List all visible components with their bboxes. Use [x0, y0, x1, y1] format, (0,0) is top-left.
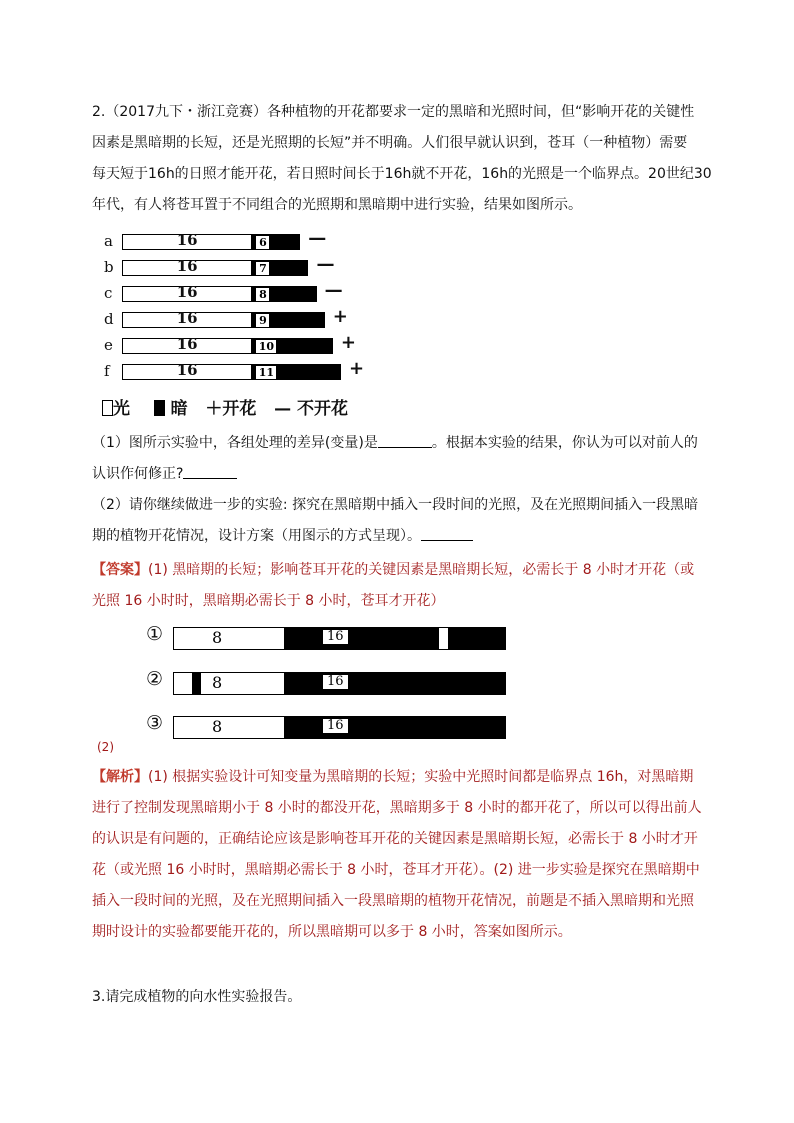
diagram-marker: ③	[146, 712, 164, 734]
analysis-line-2: 进行了控制发现黑暗期小于 8 小时的都没开花，黑暗期多于 8 小时的都开花了，所以可以得出前人	[92, 800, 702, 816]
subq-1-text-c: 认识作何修正?	[92, 466, 184, 482]
question-3: 3.请完成植物的向水性实验报告。	[92, 989, 302, 1005]
light-hours: 16	[176, 231, 198, 249]
dark-hours: 10	[256, 340, 276, 353]
subq-1-text-a: （1）图所示实验中，各组处理的差异(变量)是	[92, 435, 378, 451]
dark-hours: 11	[256, 366, 276, 379]
answer-blank	[378, 433, 432, 448]
light-hours: 8	[212, 673, 223, 692]
answer-blank	[183, 464, 237, 479]
legend-flower: ＋开花	[205, 399, 257, 419]
light-hours: 16	[176, 361, 198, 379]
answer-text-1: (1) 黑暗期的长短；影响苍耳开花的关键因素是黑暗期长短，必需长于 8 小时才开花（或	[148, 562, 695, 578]
subq-1-line-1	[92, 433, 698, 453]
legend-light: 光	[113, 399, 130, 419]
light-segment	[174, 717, 284, 738]
row-label: a	[104, 232, 113, 250]
answer-tag: 【答案】	[92, 562, 148, 578]
analysis-line-4: 花（或光照 16 小时时，黑暗期必需长于 8 小时，苍耳才开花）。(2) 进一步实验是探究在黑暗期中	[92, 862, 700, 878]
subq-2-line-1: （2）请你继续做进一步的实验: 探究在黑暗期中插入一段时间的光照，及在光照期间插入一段黑暗	[92, 497, 699, 513]
q2-line-1: 2.（2017九下・浙江竞赛）各种植物的开花都要求一定的黑暗和光照时间，但“影响开花的关键性	[92, 104, 695, 120]
subq-1-text-b: 。根据本实验的结果，你认为可以对前人的	[431, 435, 698, 451]
legend-dark: 暗	[170, 399, 188, 419]
subq-1-line-2	[92, 464, 237, 484]
dark-hours: 16	[323, 630, 348, 644]
diagram-marker: ①	[146, 623, 164, 645]
dark-hours: 7	[256, 262, 269, 275]
diagram-marker: ②	[146, 668, 164, 690]
dark-hours: 16	[323, 719, 348, 733]
row-label: d	[104, 310, 114, 328]
q2-line-2: 因素是黑暗期的长短，还是光照期的长短”并不明确。人们很早就认识到，苍耳（一种植物）需要	[92, 135, 688, 151]
dark-hours: 6	[256, 236, 269, 249]
subq-2-text: 期的植物开花情况，设计方案（用图示的方式呈现）。	[92, 528, 421, 544]
row-label: b	[104, 258, 114, 276]
no-flower-sign: —	[316, 254, 335, 275]
analysis-line-6: 期时设计的实验都要能开花的，所以黑暗期可以多于 8 小时，答案如图所示。	[92, 924, 572, 940]
answer-part2-label: (2)	[97, 740, 114, 754]
figure-legend	[102, 394, 348, 419]
light-segment	[174, 628, 284, 649]
light-hours: 16	[176, 283, 198, 301]
light-hours: 16	[176, 257, 198, 275]
row-label: e	[104, 336, 113, 354]
analysis-text-1: (1) 根据实验设计可知变量为黑暗期的长短；实验中光照时间都是临界点 16h，对黑暗期	[148, 769, 694, 785]
flower-sign: +	[332, 306, 348, 327]
q2-line-3: 每天短于16h的日照才能开花，若日照时间长于16h就不开花，16h的光照是一个临界点。20世纪30	[92, 166, 712, 182]
light-hours: 8	[212, 717, 223, 736]
q2-line-4: 年代，有人将苍耳置于不同组合的光照期和黑暗期中进行实验，结果如图所示。	[92, 197, 582, 213]
legend-noflower: — 不开花	[274, 399, 349, 419]
row-label: c	[104, 284, 113, 302]
light-swatch	[102, 400, 113, 416]
analysis-line-5: 插入一段时间的光照，及在光照期间插入一段黑暗期的植物开花情况，前题是不插入黑暗期和光照	[92, 893, 694, 909]
light-hours: 16	[176, 335, 198, 353]
dark-hours: 9	[256, 314, 269, 327]
light-segment	[174, 673, 284, 694]
inserted-dark	[192, 673, 201, 694]
dark-hours: 16	[323, 675, 348, 689]
light-hours: 16	[176, 309, 198, 327]
answer-blank	[421, 526, 473, 541]
no-flower-sign: —	[308, 228, 327, 249]
answer-line-1	[92, 560, 694, 580]
flower-sign: +	[349, 358, 365, 379]
no-flower-sign: —	[324, 280, 343, 301]
light-hours: 8	[212, 628, 223, 647]
analysis-line-3: 的认识是有问题的，正确结论应该是影响苍耳开花的关键因素是黑暗期长短，必需长于 8 小时才开	[92, 831, 698, 847]
row-label: f	[104, 362, 110, 380]
flower-sign: +	[340, 332, 356, 353]
dark-hours: 8	[256, 288, 269, 301]
dark-swatch	[154, 400, 165, 416]
inserted-light	[439, 628, 448, 649]
answer-line-2: 光照 16 小时时，黑暗期必需长于 8 小时，苍耳才开花）	[92, 593, 445, 609]
analysis-tag: 【解析】	[92, 769, 148, 785]
analysis-line-1	[92, 767, 693, 787]
subq-2-line-2	[92, 526, 473, 546]
